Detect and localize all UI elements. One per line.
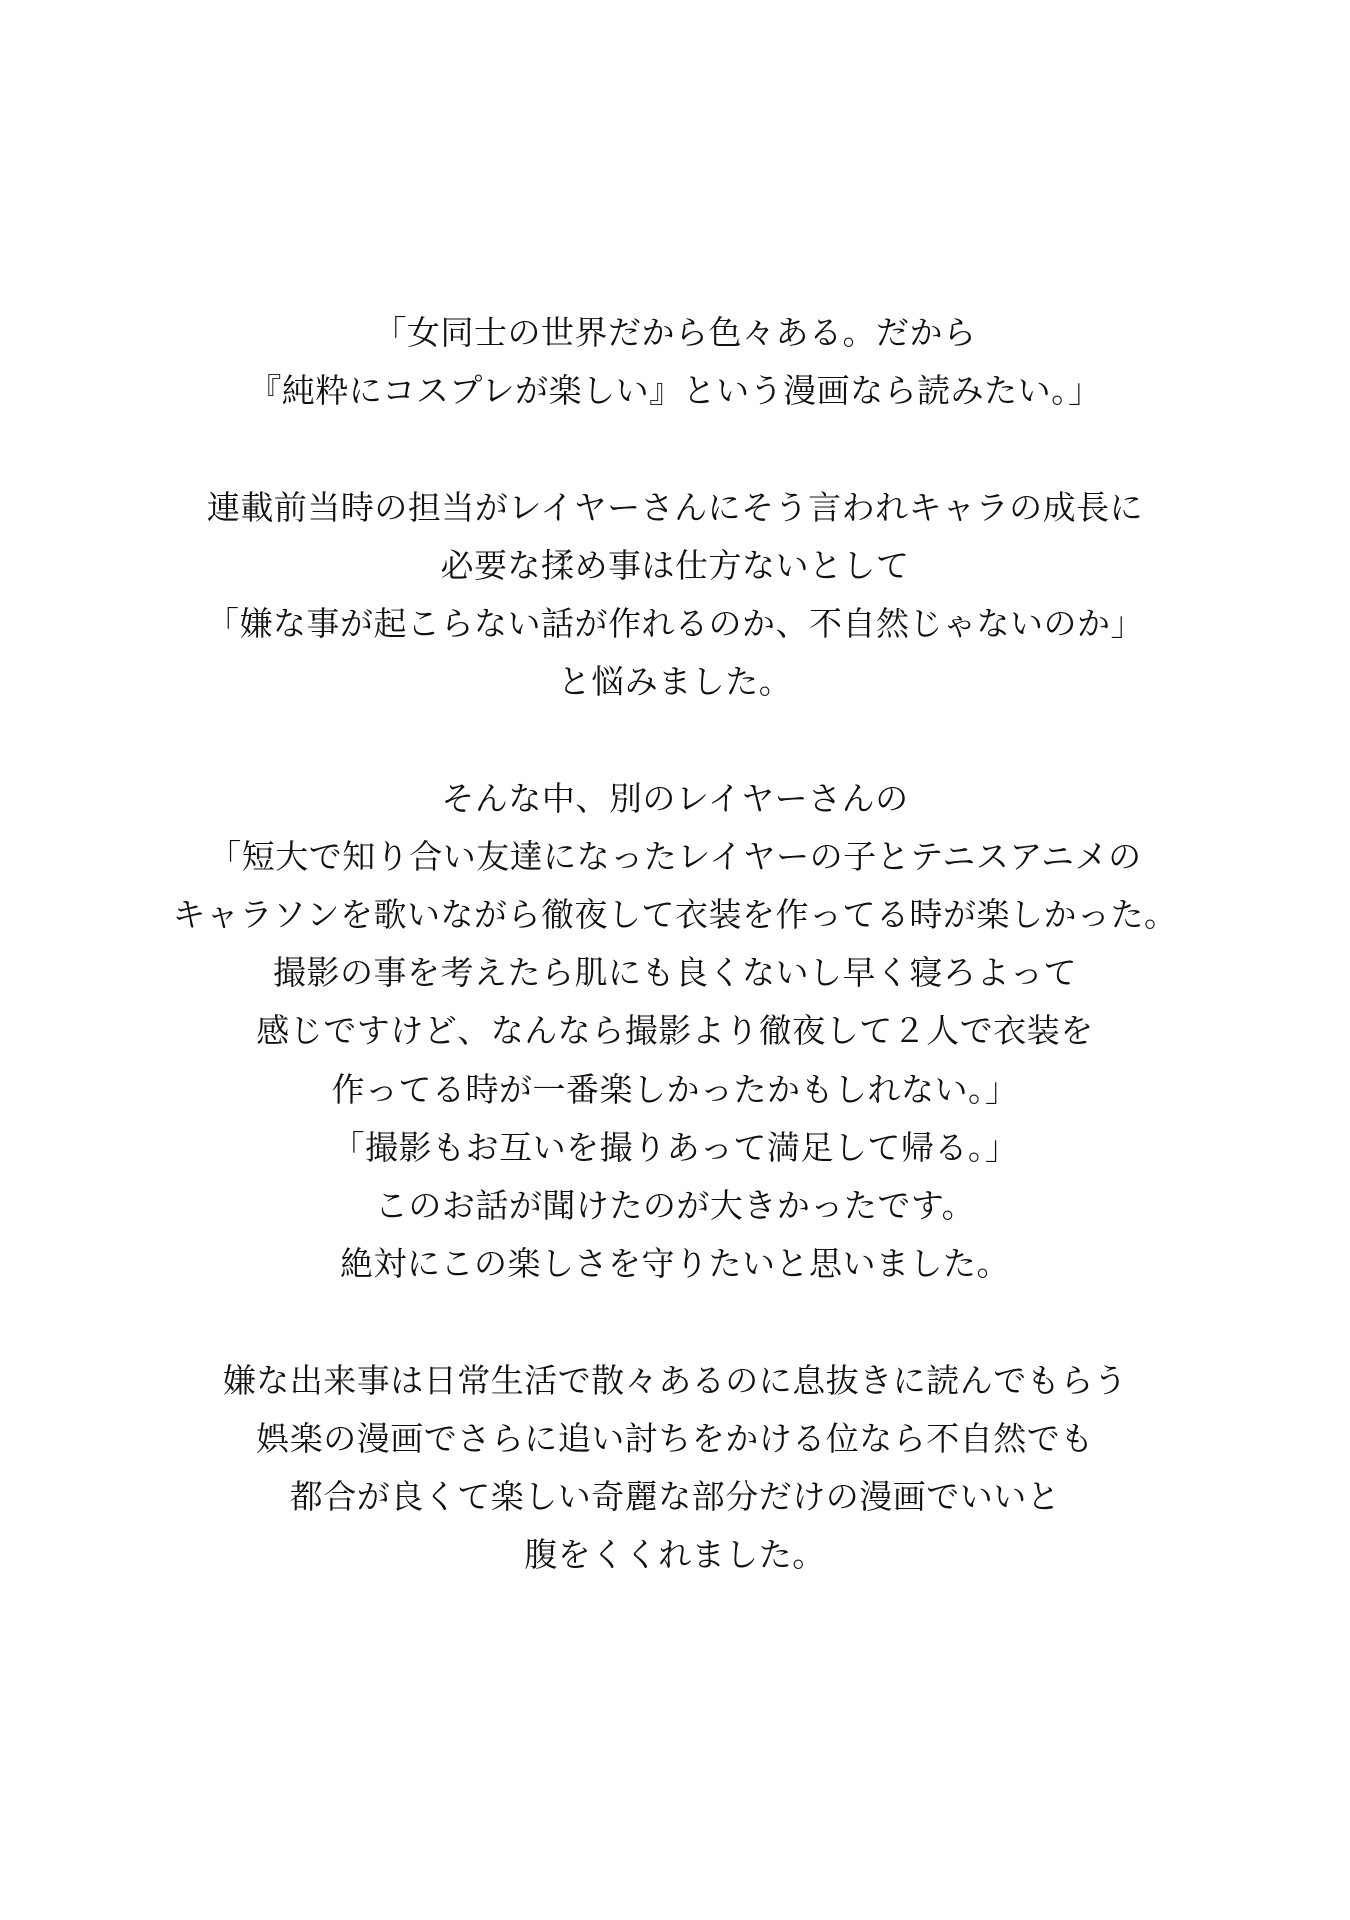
text-line: 「撮影もお互いを撮りあって満足して帰る。」 (331, 1127, 1019, 1167)
text-line: 撮影の事を考えたら肌にも良くないし早く寝ろよって (273, 953, 1077, 993)
text-line: 連載前当時の担当がレイヤーさんにそう言われキャラの成長に (206, 487, 1144, 527)
text-line: 絶対にこの楽しさを守りたいと思いました。 (340, 1244, 1010, 1284)
text-line: そんな中、別のレイヤーさんの (441, 778, 909, 818)
text-line: と悩みました。 (557, 662, 793, 702)
text-line: 都合が良くて楽しい奇麗な部分だけの漫画でいいと (289, 1477, 1061, 1517)
text-line: 腹をくくれました。 (524, 1535, 826, 1575)
paragraph-3 (0, 770, 1350, 1294)
text-line: 『純粋にコスプレが楽しい』という漫画なら読みたい。」 (248, 371, 1102, 411)
text-line: 必要な揉め事は仕方ないとして (440, 545, 910, 585)
paragraph-1 (0, 304, 1350, 420)
text-line: 「嫌な事が起こらない話が作れるのか、不自然じゃないのか」 (206, 604, 1144, 643)
text-line: このお話が聞けたのが大きかったです。 (374, 1186, 976, 1226)
text-line: 娯楽の漫画でさらに追い討ちをかける位なら不自然でも (256, 1418, 1094, 1458)
text-line: 感じですけど、なんなら撮影より徹夜して２人で衣装を (256, 1011, 1094, 1051)
text-line: キャラソンを歌いながら徹夜して衣装を作ってる時が楽しかった。 (172, 895, 1178, 934)
text-line: 作ってる時が一番楽しかったかもしれない。」 (331, 1069, 1019, 1109)
paragraph-2 (0, 479, 1350, 712)
document-body (0, 304, 1350, 1584)
text-line: 「女同士の世界だから色々ある。だから (373, 313, 977, 352)
text-line: 嫌な出来事は日常生活で散々あるのに息抜きに読んでもらう (222, 1360, 1128, 1400)
text-line: 「短大で知り合い友達になったレイヤーの子とテニスアニメの (208, 836, 1142, 876)
paragraph-4 (0, 1352, 1350, 1585)
